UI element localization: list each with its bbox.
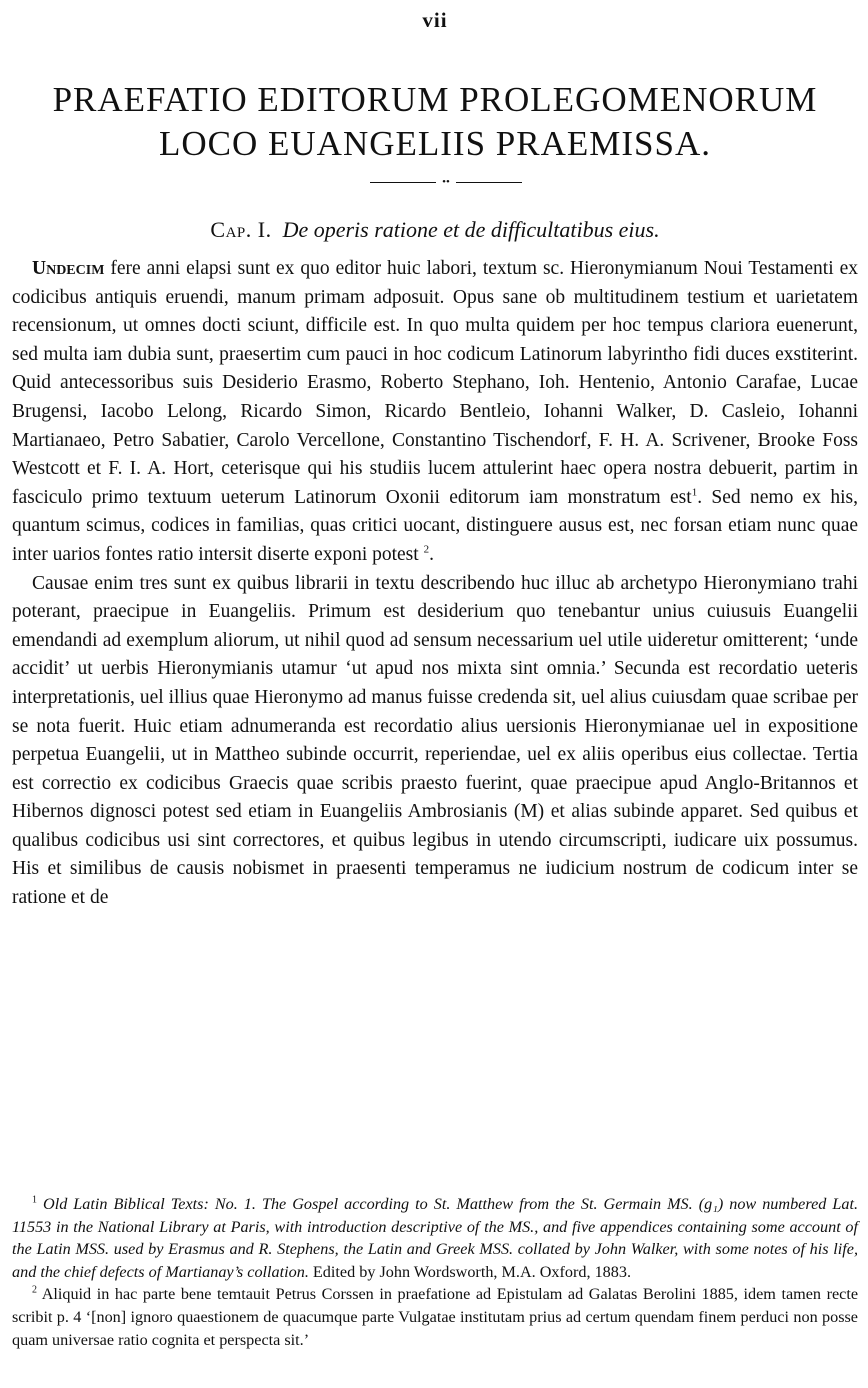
title-line-1: PRAEFATIO EDITORUM PROLEGOMENORUM — [52, 80, 818, 119]
paragraph-1-text-c: . — [429, 543, 434, 565]
paragraph-1-text-b: . Sed nemo ex his, quantum scimus, codices in familias, quas critici uocant, distinguere ausus est, nec forsan etiam nunc quae inter uarios fontes ratio intersit diserte exponi potest — [12, 486, 859, 565]
footnote-ref-2: 2 — [423, 543, 430, 556]
title-line-2: LOCO EUANGELIIS PRAEMISSA. — [159, 124, 711, 163]
footnotes — [12, 1193, 858, 1351]
footnote-1 — [12, 1193, 858, 1283]
footnote-ref-1: 1 — [691, 486, 698, 499]
footnote-2-plain: Aliquid in hac parte bene temtauit Petrus Corssen in praefatione ad Epistulam ad Galatas Berolini 1885, idem tamen recte scribit p. 4 ‘[non] ignoro quaestionem de quacumque parte Vulgatae institutam prius ad certum quendam finem perduci non posse quam universae ratio cognita et perspecta sit.’ — [12, 1285, 859, 1349]
initial-word: Undecim — [32, 258, 105, 279]
divider-ornament: •• — [436, 176, 456, 188]
footnote-1-plain: Edited by John Wordsworth, M.A. Oxford, 1883. — [308, 1262, 632, 1281]
page-title — [12, 78, 858, 166]
paragraph-1 — [12, 255, 858, 570]
paragraph-2: Causae enim tres sunt ex quibus librarii in textu describendo huc illuc ab archetypo Hieronymiano trahi poterant, praecipue in Euangeliis. Primum est desiderium quo tenebantur unius cuiusuis Euangelii emendandi ad exemplum aliorum, ut nihil quod ad sensum necessarium uel utile uideretur omitterent; ‘unde accidit’ ut uerbis Hieronymianis utamur ‘ut apud nos mixta sint omnia.’ Secunda est recordatio ueteris interpretationis, uel illius quae Hieronymo ad manus fuisse credenda sit, uel alius cuiusdam quae scribae per se nota fuerit. Huic etiam adnumeranda est recordatio alius uersionis Hieronymianae uel in expositione perpetua Euangelii, ut in Mattheo subinde occurrit, reperiendae, uel ex aliis operibus eius collectae. Tertia est correctio ex codicibus Graecis quae scribis praesto fuerint, quae praecipue apud Anglo-Britannos et Hibernos dignosci potest sed etiam in Euangeliis Ambrosianis (M) et alias subinde apparet. Sed quibus et qualibus codicibus usi sint correctores, et quibus legibus in utendo circumscripti, iudicare uix possumus. His et similibus de causis nobismet in praesenti temperamus ne iudicium nostrum de codicum inter se ratione et de — [12, 572, 858, 909]
chapter-label: Cap. I. — [210, 217, 272, 242]
footnote-2-mark: 2 — [32, 1284, 37, 1296]
chapter-subtitle: De operis ratione et de difficultatibus eius. — [282, 217, 660, 242]
footnote-1-italic: Old Latin Biblical Texts: No. 1. The Gospel according to St. Matthew from the St. Germain MS. (g₁) now numbered Lat. 11553 in the National Library at Paris, with introduction descriptive of the MS., and five appendices containing some account of the Latin MSS. used by Erasmus and R. Stephens, the Latin and Greek MSS. collated by John Walker, with some notes of his life, and the chief defects of Martianay’s collation. — [12, 1195, 859, 1281]
body-text — [12, 255, 858, 913]
footnote-2 — [12, 1283, 858, 1351]
paragraph-1-text-a: fere anni elapsi sunt ex quo editor huic labori, textum sc. Hieronymianum Noui Testamenti ex codicibus antiquis eruendi, manum primam adposuit. Opus sane ob multitudinem testium et uarietatem recensionum, ut omnes docti sciunt, difficile est. In quo multa quidem per hoc tempus clariora euenerunt, sed multa iam dubia sunt, praesertim cum pauci in hoc codicum Latinorum labyrintho fidi duces exstiterint. Quid antecessoribus suis Desiderio Erasmo, Roberto Stephano, Ioh. Hentenio, Antonio Carafae, Lucae Brugensi, Iacobo Lelong, Ricardo Simon, Ricardo Bentleio, Iohanni Walker, D. Casleio, Iohanni Martianaeo, Petro Sabatier, Carolo Vercellone, Constantino Tischendorf, F. H. A. Scrivener, Brooke Foss Westcott et F. I. A. Hort, ceterisque qui his studiis lucem attulerint haec opera nostra debuerit, partim in fasciculo primo textuum ueterum Latinorum Oxonii editorum iam monstratum est — [12, 258, 858, 508]
page-number: vii — [422, 8, 448, 32]
footnote-1-mark: 1 — [32, 1194, 37, 1206]
chapter-heading — [12, 216, 858, 244]
